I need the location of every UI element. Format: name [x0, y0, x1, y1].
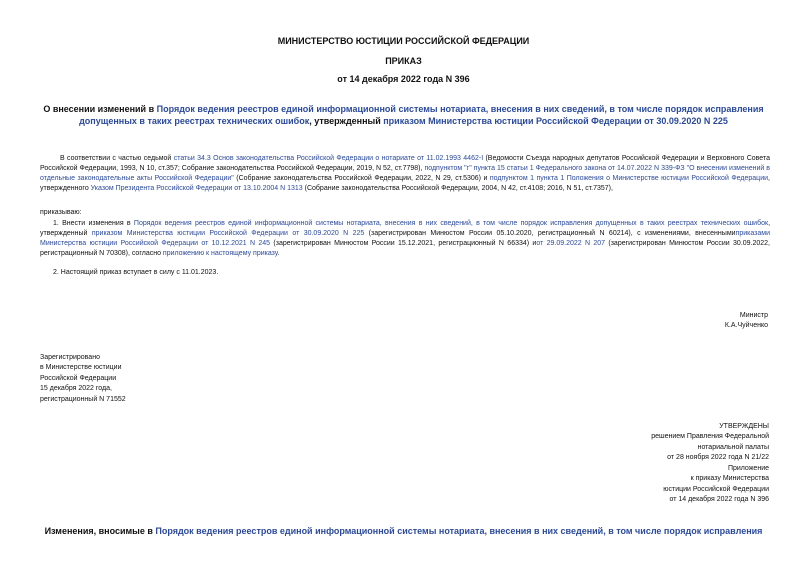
item1-link-order-207[interactable]: от 29.09.2022 N 207	[536, 240, 606, 247]
item1-link-appendix[interactable]: приложению к настоящему приказу	[162, 250, 278, 257]
signature-role: Министр	[739, 312, 768, 319]
item-1-paragraph: 1. Внести изменения в Порядок ведения реестров единой информационной системы нотариата, внесения в них сведений, в том числе порядок исправления допущенных в таких реестрах технических ошибок, утвержденный приказом Министерства юстиции Российской Федерации от 30.09.2020 N 225 (зарегистрирован Минюстом России 05.10.2020, регистрационный N 60214), с изменениями, внесеннымиприказами Министерства юстиции Российской Федерации от 10.12.2021 N 245 (зарегистрирован Минюстом России 15.12.2021, регистрационный N 66334) иот 29.09.2022 N 207 (зарегистрирован Минюстом России 30.09.2022, регистрационный N 70308), согласно приложению к настоящему приказу.	[40, 220, 771, 257]
item-2-paragraph: 2. Настоящий приказ вступает в силу с 11.01.2023.	[53, 269, 219, 276]
title-link-order-225[interactable]: приказом Министерства юстиции Российской Федерации от 30.09.2020 N 225	[383, 116, 728, 126]
appendix-block: Приложение к приказу Министерства юстиции Российской Федерации от 14 декабря 2022 года N 396	[663, 465, 769, 504]
link-presidential-decree[interactable]: Указом Президента Российской Федерации от 13.10.2004 N 1313	[90, 185, 303, 192]
link-article-34-3[interactable]: статьи 34.3 Основ законодательства Российской Федерации о нотариате от 11.02.1993 4462-I	[173, 155, 484, 162]
order-word: приказываю:	[40, 209, 82, 216]
registration-block: Зарегистрировано в Министерстве юстиции Российской Федерации 15 декабря 2022 года, регистрационный N 71552	[40, 354, 126, 403]
signature-name: К.А.Чуйченко	[724, 322, 768, 330]
order-title: О внесении изменений в Порядок ведения реестров единой информационной системы нотариата, внесения в них сведений, в том числе порядок исправления допущенных в таких реестрах технических ошибок, утвержденный приказом Министерства юстиции Российской Федерации от 30.09.2020 N 225	[43, 104, 764, 126]
approval-block: УТВЕРЖДЕНЫ решением Правления Федеральной нотариальной палаты от 28 ноября 2022 года N 21/22	[651, 423, 769, 462]
signature-block	[725, 311, 768, 332]
link-federal-law-339[interactable]: подпунктом "г" пункта 15 статьи 1 Федерального закона от 14.07.2022 N 339-ФЗ "О внесении изменений в отдельные законодательные акты Российской Федерации"	[40, 165, 771, 182]
ministry-heading: МИНИСТЕРСТВО ЮСТИЦИИ РОССИЙСКОЙ ФЕДЕРАЦИИ	[277, 36, 530, 46]
bottom-link-procedure[interactable]: Порядок ведения реестров единой информационной системы нотариата, внесения в них сведений, в том числе порядок исправления	[155, 526, 763, 536]
doc-type-heading: ПРИКАЗ	[385, 56, 422, 66]
intro-paragraph: В соответствии с частью седьмой статьи 34.3 Основ законодательства Российской Федерации о нотариате от 11.02.1993 4462-I (Ведомости Съезда народных депутатов Российской Федерации и Верховного Совета Российской Федерации, 1993, N 10, ст.357; Собрание законодательства Российской Федерации, 2019, N 52, ст.7798), подпунктом "г" пункта 15 статьи 1 Федерального закона от 14.07.2022 N 339-ФЗ "О внесении изменений в отдельные законодательные акты Российской Федерации" (Собрание законодательства Российской Федерации, 2022, N 29, ст.5306) и подпунктом 1 пункта 1 Положения о Министерстве юстиции Российской Федерации, утвержденного Указом Президента Российской Федерации от 13.10.2004 N 1313 (Собрание законодательства Российской Федерации, 2004, N 42, ст.4108; 2016, N 51, ст.7357),	[40, 155, 771, 192]
doc-date-number: от 14 декабря 2022 года N 396	[337, 74, 470, 84]
item1-link-procedure[interactable]: Порядок ведения реестров единой информационной системы нотариата, внесения в них сведений, в том числе порядок исправления допущенных в таких реестрах технических ошибок	[133, 220, 769, 227]
item1-link-order-245[interactable]: приказами Министерства юстиции Российской Федерации от 10.12.2021 N 245	[40, 230, 770, 247]
link-ministry-regulation[interactable]: подпунктом 1 пункта 1 Положения о Министерстве юстиции Российской Федерации	[489, 175, 769, 182]
title-link-procedure[interactable]: Порядок ведения реестров единой информационной системы нотариата, внесения в них сведений, в том числе порядок исправления допущенных в таких реестрах технических ошибок	[79, 104, 764, 126]
item1-link-order-225[interactable]: приказом Министерства юстиции Российской Федерации от 30.09.2020 N 225	[91, 230, 365, 237]
appendix-title: Изменения, вносимые в Порядок ведения реестров единой информационной системы нотариата, внесения в них сведений, в том числе порядок исправления	[44, 526, 763, 536]
